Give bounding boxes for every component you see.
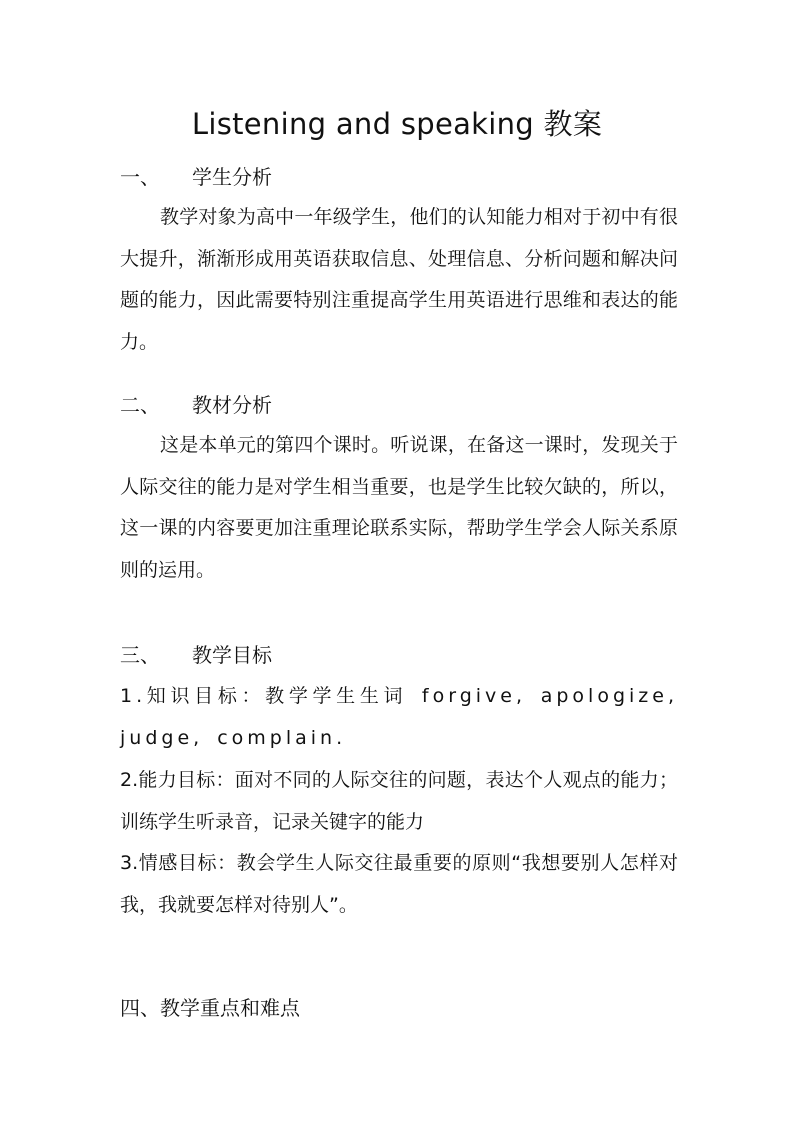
section-title: 教学重点和难点	[160, 996, 300, 1020]
section-title: 教学目标	[192, 643, 272, 667]
section-heading-teaching-objectives	[120, 640, 680, 670]
section-paragraph-student-analysis: 教学对象为高中一年级学生，他们的认知能力相对于初中有很大提升，渐渐形成用英语获取信息、处理信息、分析问题和解决问题的能力，因此需要特别注重提高学生用英语进行思维和表达的能力。	[120, 206, 678, 353]
section-number: 四、	[120, 996, 160, 1020]
objective-item-knowledge: 1.知识目标：教学学生生词 forgive, apologize, judge, complain.	[120, 685, 678, 749]
document-title: Listening and speaking 教案	[191, 107, 603, 141]
section-heading-student-analysis	[120, 162, 680, 192]
section-title: 教材分析	[192, 393, 272, 417]
section-number: 三、	[120, 643, 160, 667]
section-heading-material-analysis	[120, 390, 680, 420]
objective-item-ability: 2.能力目标：面对不同的人际交往的问题，表达个人观点的能力；训练学生听录音，记录关键字的能力	[120, 769, 678, 833]
section-number: 一、	[120, 165, 160, 189]
section-paragraph-material-analysis: 这是本单元的第四个课时。听说课，在备这一课时，发现关于人际交往的能力是对学生相当重要，也是学生比较欠缺的，所以，这一课的内容要更加注重理论联系实际，帮助学生学会人际关系原则的运用。	[120, 434, 678, 581]
section-heading-key-points	[120, 993, 680, 1023]
section-title: 学生分析	[192, 165, 272, 189]
section-number: 二、	[120, 393, 160, 417]
objective-item-emotion: 3.情感目标：教会学生人际交往最重要的原则“我想要别人怎样对我，我就要怎样对待别人”。	[120, 852, 678, 916]
